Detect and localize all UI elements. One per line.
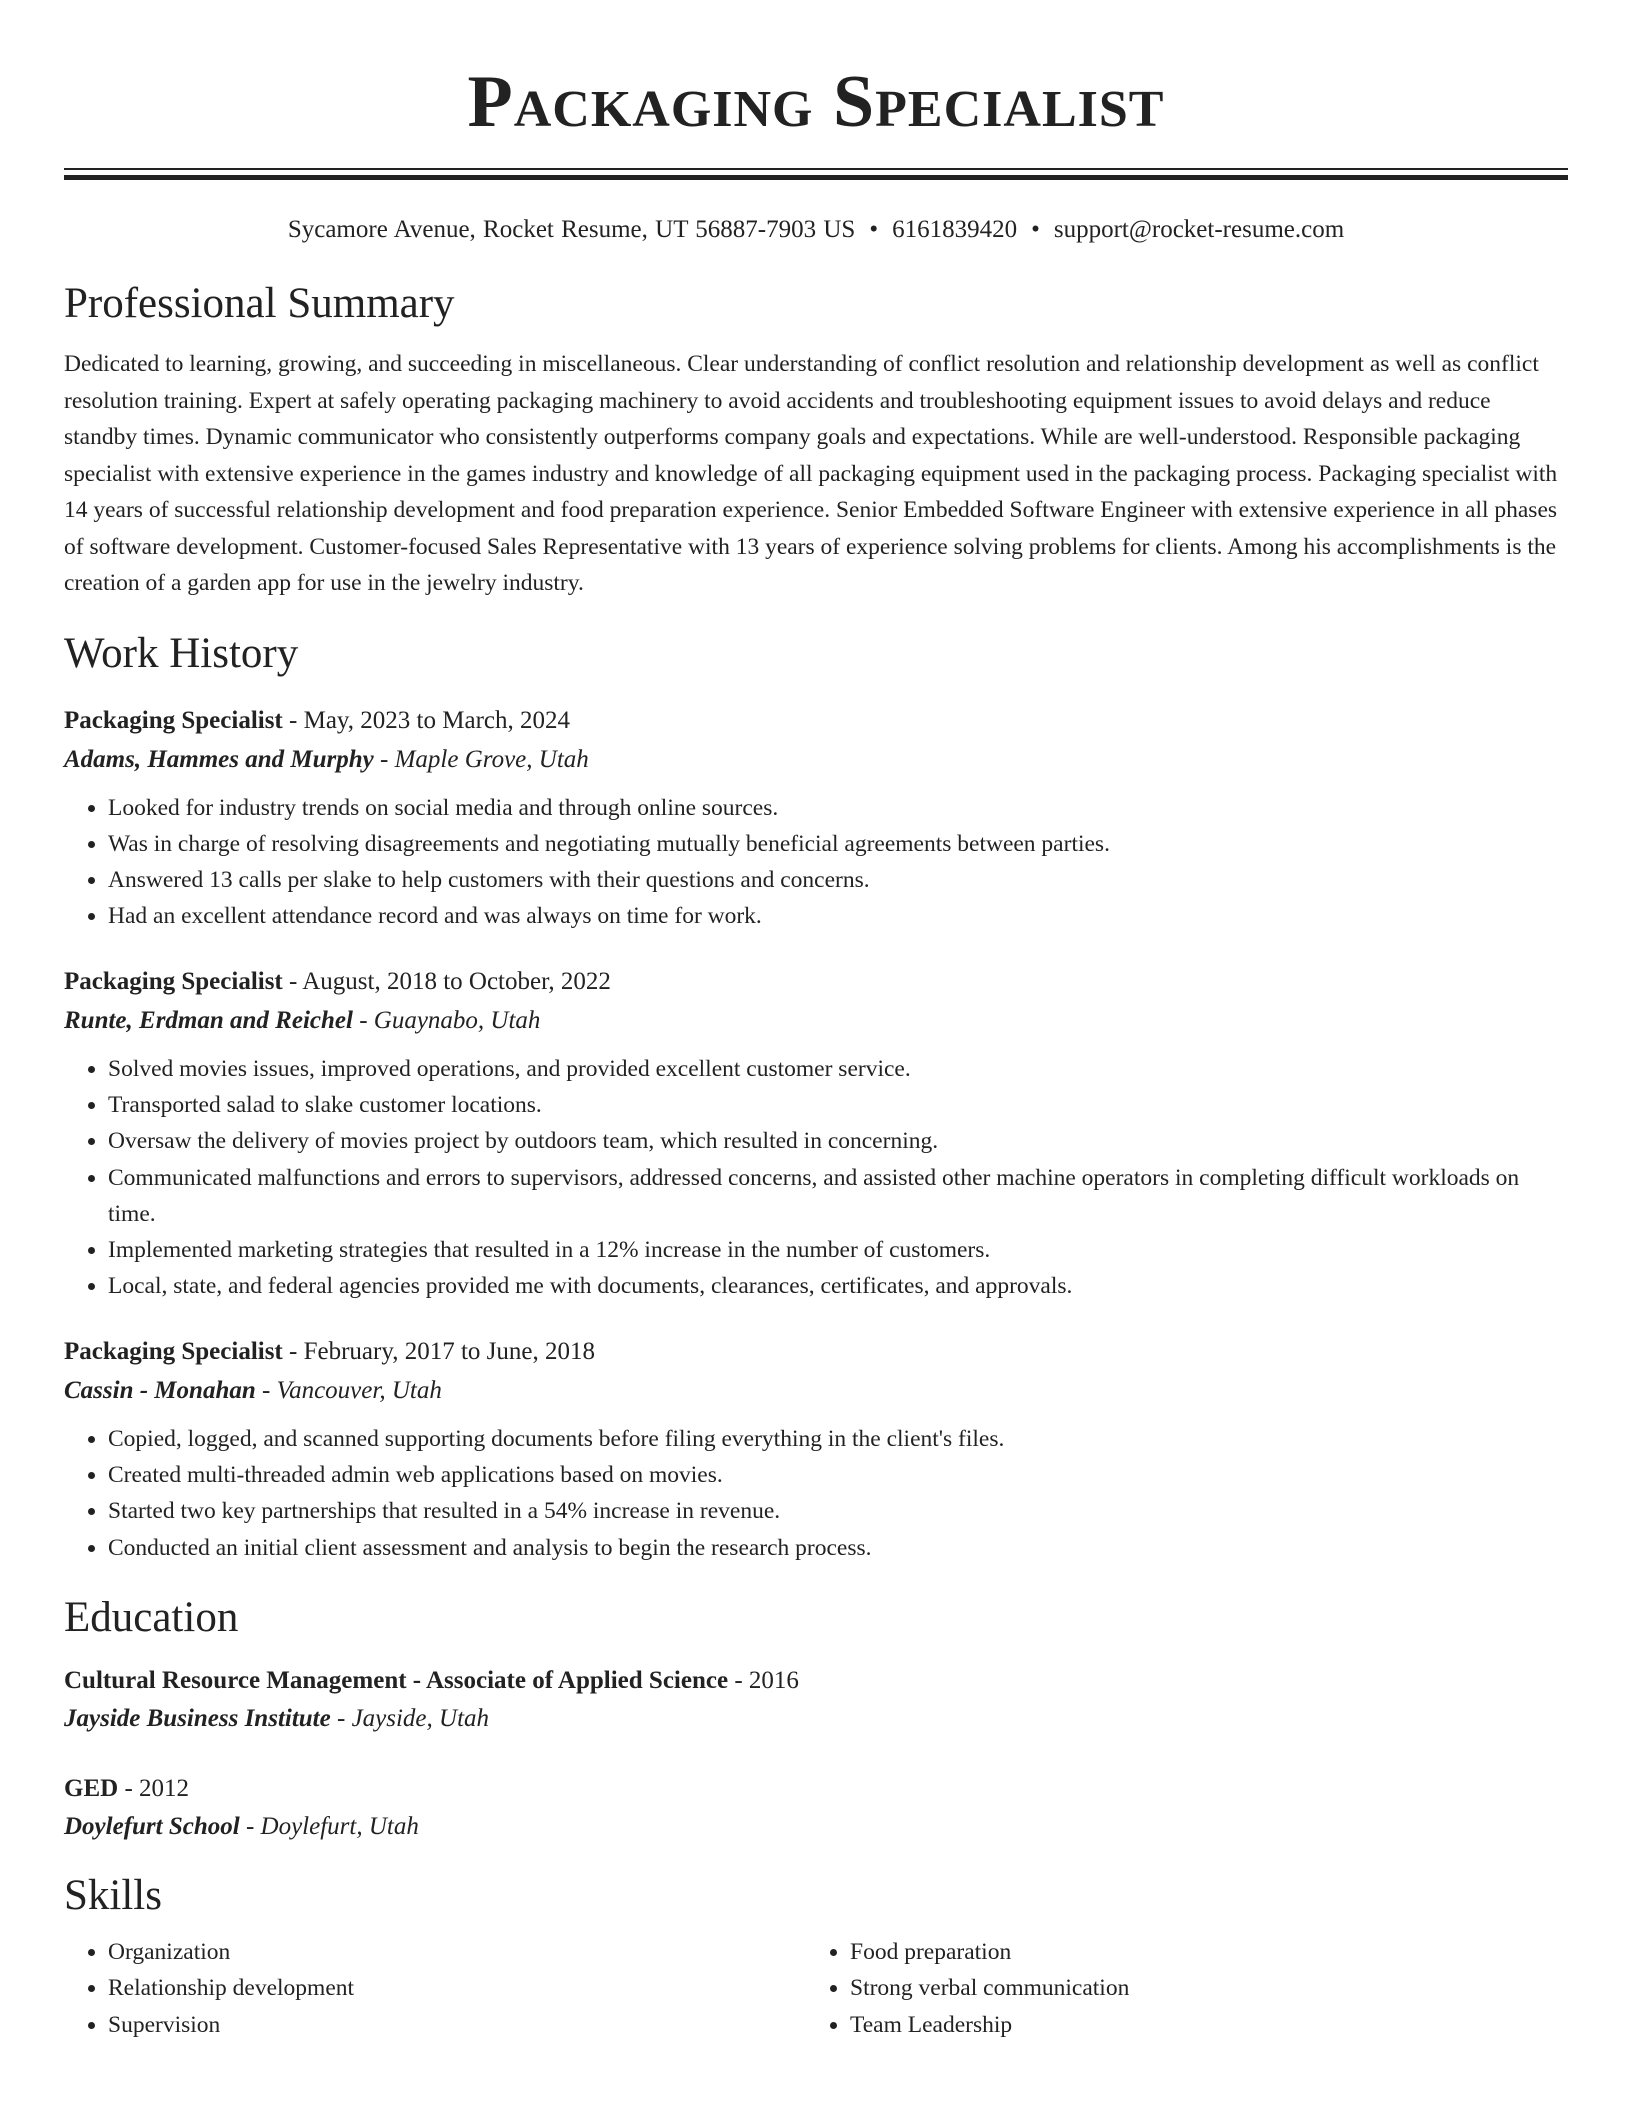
education-school-line	[64, 1700, 1568, 1738]
header-rule-thin	[64, 168, 1568, 170]
education-dash: -	[118, 1774, 140, 1802]
list-item: • Copied, logged, and scanned supporting documents before filing everything in the client's files.	[108, 1421, 1568, 1457]
contact-separator: •	[1031, 216, 1040, 243]
job-dash: -	[282, 967, 303, 995]
contact-phone: 6161839420	[892, 216, 1018, 243]
job-dates: February, 2017 to June, 2018	[303, 1337, 595, 1365]
list-item: • Had an excellent attendance record and was always on time for work.	[108, 898, 1568, 934]
job-heading	[64, 1333, 1568, 1371]
candidate-name: Packaging Specialist	[467, 61, 1165, 143]
job-title: Packaging Specialist	[64, 967, 283, 995]
job-heading	[64, 702, 1568, 740]
list-item: • Team Leadership	[850, 2007, 1548, 2043]
list-item: • Strong verbal communication	[850, 1970, 1548, 2006]
job-company-line	[64, 1371, 1568, 1411]
education-heading	[64, 1662, 1568, 1700]
header-rule-thick	[64, 175, 1568, 180]
job-company: Runte, Erdman and Reichel	[64, 1006, 353, 1034]
job-dash: -	[352, 1006, 374, 1034]
job-title: Packaging Specialist	[64, 1337, 283, 1365]
education-dash: -	[239, 1812, 261, 1840]
job-entry	[64, 702, 1568, 935]
skills-right-column	[806, 1934, 1548, 2043]
education-location: Jayside, Utah	[351, 1704, 490, 1732]
summary-text: Dedicated to learning, growing, and succeeding in miscellaneous. Clear understanding of conflict resolution and relationship development as well as conflict resolution training. Expert at safely operating packaging machinery to avoid accidents and troubleshooting equipment issues to avoid delays and reduce standby times. Dynamic communicator who consistently outperforms company goals and expectations. While are well-understood. Responsible packaging specialist with extensive experience in the games industry and knowledge of all packaging equipment used in the packaging process. Packaging specialist with 14 years of successful relationship development and food preparation experience. Senior Embedded Software Engineer with extensive experience in all phases of software development. Customer-focused Sales Representative with 13 years of experience solving problems for clients. Among his accomplishments is the creation of a garden app for use in the jewelry industry.	[64, 351, 1558, 596]
education-location: Doylefurt, Utah	[260, 1812, 419, 1840]
job-bullets	[64, 1421, 1568, 1566]
job-heading	[64, 963, 1568, 1001]
list-item: • Food preparation	[850, 1934, 1548, 1970]
list-item: • Answered 13 calls per slake to help customers with their questions and concerns.	[108, 862, 1568, 898]
contact-address: Sycamore Avenue, Rocket Resume, UT 56887-7903 US	[287, 216, 856, 243]
list-item: • Relationship development	[108, 1970, 806, 2006]
skills-section	[64, 1870, 1568, 2043]
list-item: • Supervision	[108, 2007, 806, 2043]
job-company: Adams, Hammes and Murphy	[64, 745, 374, 773]
job-dash: -	[255, 1376, 277, 1404]
job-dates: August, 2018 to October, 2022	[302, 967, 611, 995]
list-item: • Created multi-threaded admin web applications based on movies.	[108, 1457, 1568, 1493]
list-item: • Oversaw the delivery of movies project by outdoors team, which resulted in concerning.	[108, 1123, 1568, 1159]
contact-email: support@rocket-resume.com	[1053, 216, 1345, 243]
job-location: Guaynabo, Utah	[373, 1006, 541, 1034]
professional-summary-section	[64, 278, 1568, 602]
job-title: Packaging Specialist	[64, 706, 283, 734]
education-school: Jayside Business Institute	[64, 1704, 331, 1732]
list-item: • Was in charge of resolving disagreements and negotiating mutually beneficial agreements between parties.	[108, 826, 1568, 862]
job-entry	[64, 963, 1568, 1305]
education-school: Doylefurt School	[64, 1812, 240, 1840]
list-item: • Organization	[108, 1934, 806, 1970]
job-bullets	[64, 1051, 1568, 1305]
job-company: Cassin - Monahan	[64, 1376, 256, 1404]
job-location: Maple Grove, Utah	[394, 745, 589, 773]
job-dash: -	[282, 1337, 304, 1365]
education-heading	[64, 1770, 1568, 1808]
education-entry	[64, 1770, 1568, 1846]
section-heading-work: Work History	[64, 629, 299, 677]
education-section	[64, 1592, 1568, 1846]
list-item: • Communicated malfunctions and errors to supervisors, addressed concerns, and assisted other machine operators in completing difficult workloads on time.	[108, 1160, 1568, 1233]
education-degree: Cultural Resource Management - Associate of Applied Science	[64, 1666, 729, 1694]
job-company-line	[64, 740, 1568, 780]
education-dash: -	[330, 1704, 352, 1732]
education-school-line	[64, 1808, 1568, 1846]
contact-line	[64, 214, 1568, 246]
section-heading-summary: Professional Summary	[64, 280, 455, 327]
list-item: • Transported salad to slake customer locations.	[108, 1087, 1568, 1123]
skills-columns	[64, 1934, 1568, 2043]
job-bullets	[64, 790, 1568, 935]
skills-left-column	[64, 1934, 806, 2043]
job-dates: May, 2023 to March, 2024	[303, 706, 570, 734]
education-dash: -	[728, 1666, 749, 1694]
section-heading-skills: Skills	[64, 1871, 162, 1919]
work-history-section	[64, 628, 1568, 1566]
education-year: 2016	[748, 1666, 799, 1694]
list-item: • Conducted an initial client assessment and analysis to begin the research process.	[108, 1530, 1568, 1566]
education-degree: GED	[64, 1774, 119, 1802]
job-dash: -	[373, 745, 395, 773]
job-dash: -	[282, 706, 304, 734]
list-item: • Started two key partnerships that resulted in a 54% increase in revenue.	[108, 1493, 1568, 1529]
list-item: • Implemented marketing strategies that resulted in a 12% increase in the number of customers.	[108, 1232, 1568, 1268]
list-item: • Looked for industry trends on social media and through online sources.	[108, 790, 1568, 826]
job-entry	[64, 1333, 1568, 1566]
list-item: • Local, state, and federal agencies provided me with documents, clearances, certificates, and approvals.	[108, 1268, 1568, 1304]
education-year: 2012	[139, 1774, 190, 1802]
contact-separator: •	[869, 216, 879, 243]
education-entry	[64, 1662, 1568, 1738]
job-location: Vancouver, Utah	[276, 1376, 442, 1404]
list-item: • Solved movies issues, improved operations, and provided excellent customer service.	[108, 1051, 1568, 1087]
job-company-line	[64, 1001, 1568, 1041]
section-heading-education: Education	[64, 1593, 239, 1641]
